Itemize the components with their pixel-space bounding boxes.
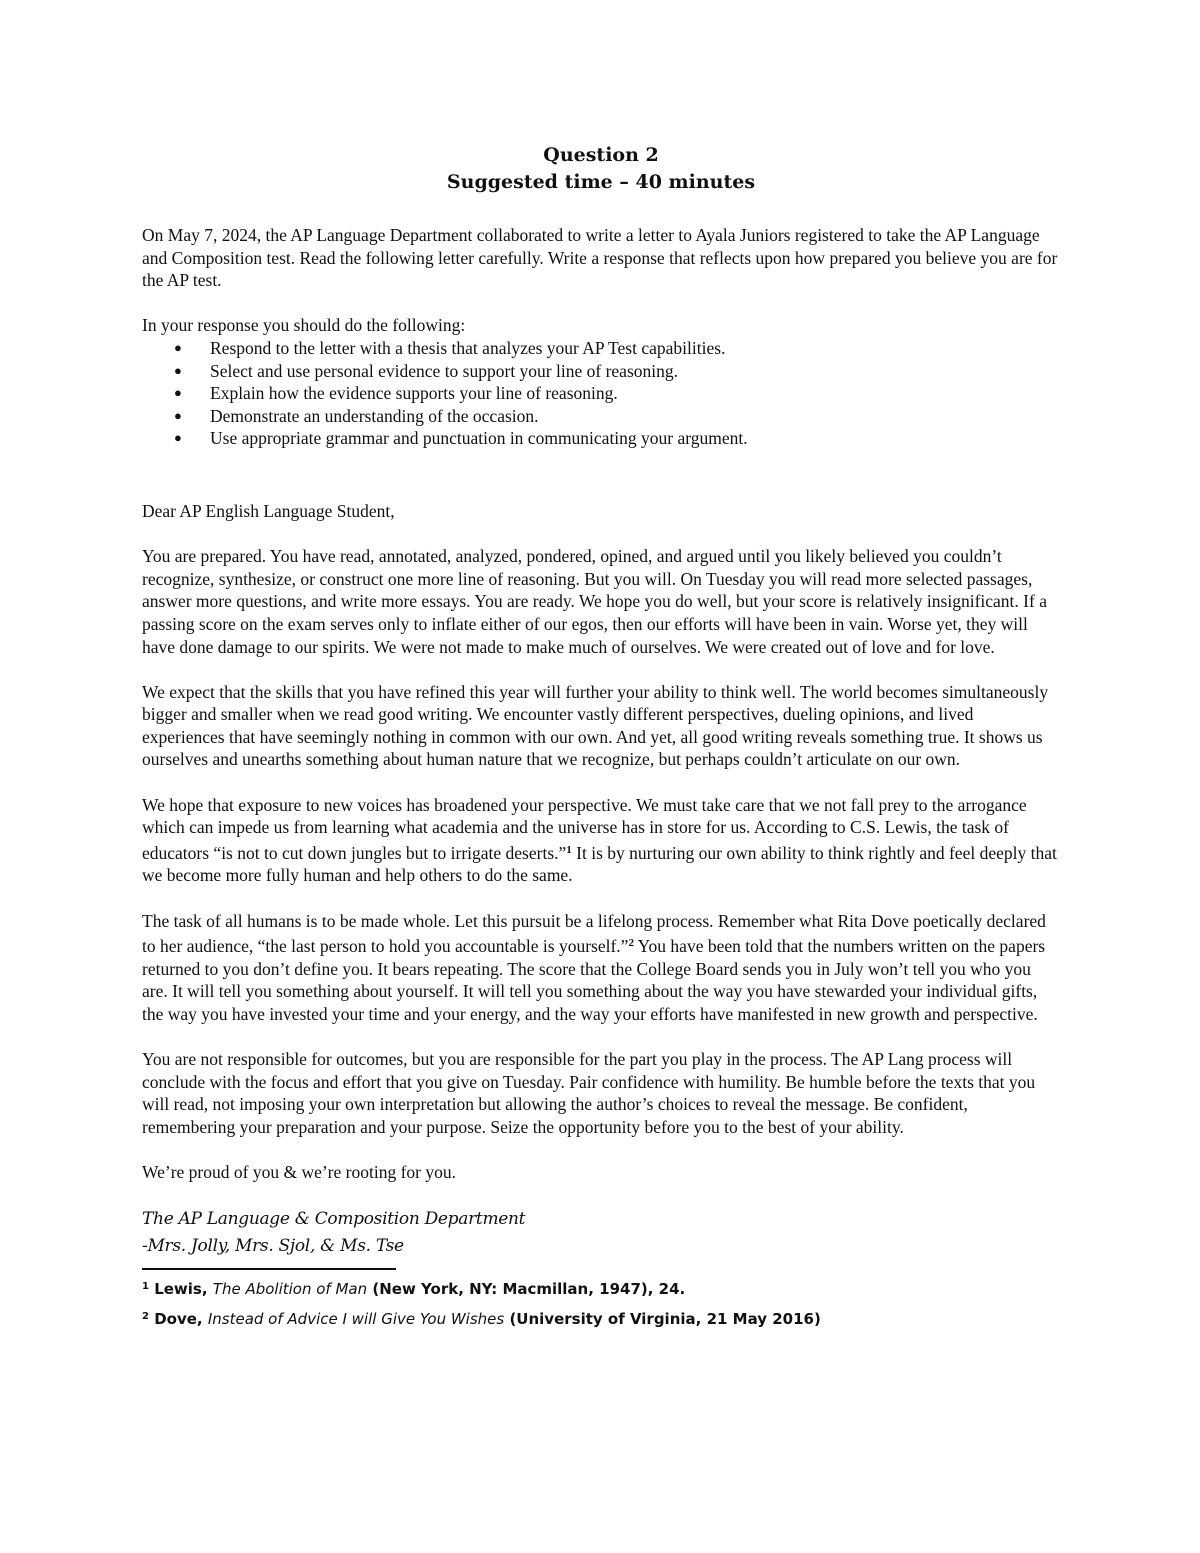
bullet-icon: ● <box>174 362 182 378</box>
footnote-author: Dove, <box>154 1309 208 1328</box>
list-item <box>142 405 1060 428</box>
paragraph-text: It is by nurturing our own ability to think rightly and feel deeply that we become more fully human and help others to do the same. <box>142 842 1057 886</box>
footnote-source: (New York, NY: Macmillan, 1947), 24. <box>367 1279 686 1298</box>
paragraph-text: We hope that exposure to new voices has broadened your perspective. We must take care that we not fall prey to the arrogance which can impede us from learning what academia and the universe has in store for us. According to C.S. Lewis, the task of educators “is not to cut down jungles but to irrigate deserts.” <box>142 794 1027 863</box>
list-item-text: Select and use personal evidence to support your line of reasoning. <box>210 360 678 381</box>
paragraph-text: The task of all humans is to be made whole. Let this pursuit be a lifelong process. Remember what Rita Dove poetically declared to her audience, “the last person to hold you accountable is yourself.” <box>142 910 1046 957</box>
footnote-number: 2 <box>142 1310 149 1322</box>
signature-department: The AP Language & Composition Department <box>142 1208 526 1229</box>
list-item <box>142 427 1060 450</box>
paragraph-text: You have been told that the numbers written on the papers returned to you don’t define you. It bears repeating. The score that the College Board sends you in July won’t tell you who you are. It will tell you something about yourself. It will tell you something about the way you have stewarded your individual gifts, the way you have invested your time and your energy, and the way your efforts have manifested in new growth and perspective. <box>142 936 1046 1024</box>
footnote-number: 1 <box>142 1280 149 1292</box>
list-item-text: Explain how the evidence supports your line of reasoning. <box>210 383 618 404</box>
list-item <box>142 337 1060 360</box>
letter-paragraph-3 <box>142 794 1060 887</box>
bullet-icon: ● <box>174 407 182 423</box>
footnote-title: Instead of Advice I will Give You Wishes <box>207 1309 505 1328</box>
bullet-icon: ● <box>174 339 182 355</box>
footnote-1 <box>142 1273 1060 1303</box>
letter-paragraph-1: You are prepared. You have read, annotated, analyzed, pondered, opined, and argued until you likely believed you couldn’t recognize, synthesize, or construct one more line of reasoning. But you will. On Tuesday you will read more selected passages, answer more questions, and write more essays. You are ready. We hope you do well, but your score is relatively insignificant. If a passing score on the exam serves only to inflate either of our egos, then our efforts will have been in vain. Worse yet, they will have done damage to our spirits. We were not made to make much of ourselves. We were created out of love and for love. <box>142 546 1047 657</box>
list-item <box>142 382 1060 405</box>
list-item-text: Use appropriate grammar and punctuation in communicating your argument. <box>210 428 748 449</box>
footnote-source: (University of Virginia, 21 May 2016) <box>504 1309 821 1328</box>
footnote-divider <box>142 1268 396 1270</box>
footnote-ref-1: 1 <box>566 843 572 856</box>
list-item-text: Respond to the letter with a thesis that analyzes your AP Test capabilities. <box>210 337 726 358</box>
instructions-lead: In your response you should do the following: <box>142 315 466 336</box>
letter-paragraph-4 <box>142 910 1060 1026</box>
list-item <box>142 360 1060 383</box>
footnote-author: Lewis, <box>154 1279 213 1298</box>
instructions-list <box>142 337 1060 450</box>
letter-closing: We’re proud of you & we’re rooting for you. <box>142 1162 456 1183</box>
suggested-time: Suggested time – 40 minutes <box>446 171 756 193</box>
footnote-title: The Abolition of Man <box>212 1279 368 1298</box>
letter-greeting: Dear AP English Language Student, <box>142 500 395 521</box>
bullet-icon: ● <box>174 430 182 446</box>
signature-names: -Mrs. Jolly, Mrs. Sjol, & Ms. Tse <box>142 1235 404 1256</box>
letter-paragraph-2: We expect that the skills that you have refined this year will further your ability to think well. The world becomes simultaneously bigger and smaller when we read good writing. We encounter vastly different perspectives, dueling opinions, and lived experiences that have seemingly nothing in common with our own. And yet, all good writing reveals something true. It shows us ourselves and unearths something about human nature that we recognize, but perhaps couldn’t articulate on our own. <box>142 681 1049 770</box>
intro-paragraph: On May 7, 2024, the AP Language Department collaborated to write a letter to Ayala Juniors registered to take the AP Language and Composition test. Read the following letter carefully. Write a response that reflects upon how prepared you believe you are for the AP test. <box>142 225 1058 291</box>
document-page <box>142 142 1060 1333</box>
question-title: Question 2 <box>543 144 659 166</box>
footnote-2 <box>142 1303 1060 1333</box>
bullet-icon: ● <box>174 385 182 401</box>
signature <box>142 1206 1060 1260</box>
letter-paragraph-5: You are not responsible for outcomes, but you are responsible for the part you play in the process. The AP Lang process will conclude with the focus and effort that you give on Tuesday. Pair confidence with humility. Be humble before the texts that you will read, not imposing your own interpretation but allowing the author’s choices to reveal the message. Be confident, remembering your preparation and your purpose. Seize the opportunity before you to the best of your ability. <box>142 1049 1036 1137</box>
footnote-ref-2: 2 <box>628 937 634 950</box>
list-item-text: Demonstrate an understanding of the occasion. <box>210 405 539 426</box>
